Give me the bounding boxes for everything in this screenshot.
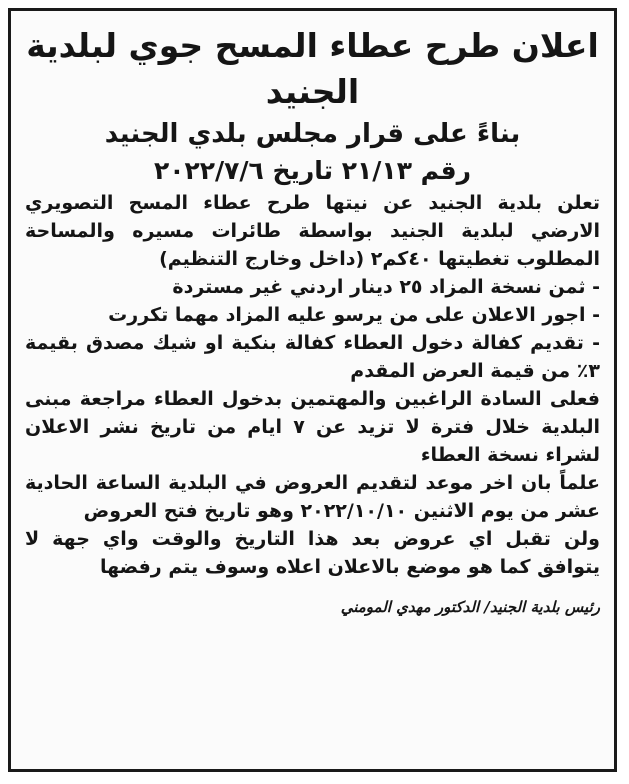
announcement-frame xyxy=(8,8,617,772)
bullet-item-ad-fees: - اجور الاعلان على من يرسو عليه المزاد مهما تكررت xyxy=(108,304,600,326)
decision-reference: رقم ٢١/١٣ تاريخ ٢٠٢٢/٧/٦ xyxy=(153,156,472,185)
council-decision-line: بناءً على قرار مجلس بلدي الجنيد xyxy=(104,119,521,149)
bullet-item-guarantee: - تقديم كفالة دخول العطاء كفالة بنكية او شيك مصدق بقيمة ٣٪ من قيمة العرض المقدم xyxy=(25,332,600,382)
bullet-item-copy-price: - ثمن نسخة المزاد ٢٥ دينار اردني غير مستردة xyxy=(172,276,600,298)
invitation-paragraph: فعلى السادة الراغبين والمهتمين بدخول العطاء مراجعة مبنى البلدية خلال فترة لا تزيد عن ٧ ايام من تاريخ نشر الاعلان لشراء نسخة العطاء xyxy=(25,388,600,466)
rejection-paragraph: ولن تقبل اي عروض بعد هذا التاريخ والوقت واي جهة لا يتوافق كما هو موضع بالاعلان اعلاه وسوف يتم رفضها xyxy=(25,528,600,578)
signature-line: رئيس بلدية الجنيد/ الدكتور مهدي المومني xyxy=(340,598,600,616)
announcement-title: اعلان طرح عطاء المسح جوي لبلدية الجنيد xyxy=(26,26,599,111)
intro-paragraph: تعلن بلدية الجنيد عن نيتها طرح عطاء المسح التصويري الارضي لبلدية الجنيد بواسطة طائرات مسيره والمساحة المطلوب تغطيتها ٤٠كم٢ (داخل وخارج التنظيم) xyxy=(25,192,600,270)
deadline-paragraph: علماً بان اخر موعد لتقديم العروض في البلدية الساعة الحادية عشر من يوم الاثنين ٢٠٢٢/١٠/١٠ وهو تاريخ فتح العروض xyxy=(25,472,600,522)
